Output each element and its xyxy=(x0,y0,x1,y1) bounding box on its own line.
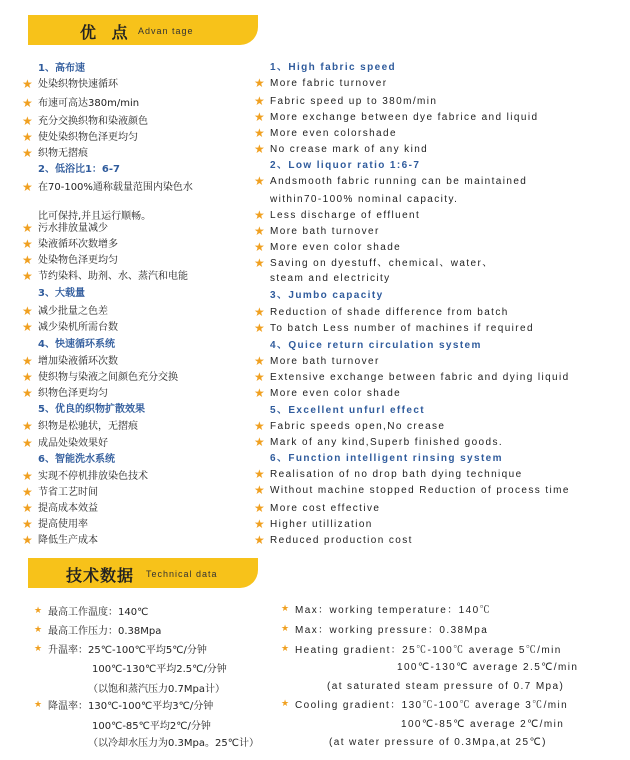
star-icon: ★ xyxy=(254,174,265,188)
star-icon: ★ xyxy=(34,700,43,710)
star-icon: ★ xyxy=(22,386,33,400)
list-item: 使织物与染液之间颜色充分交换 xyxy=(38,372,178,383)
list-item: Reduction of shade difference from batch xyxy=(270,307,509,318)
star-icon: ★ xyxy=(22,485,33,499)
star-icon: ★ xyxy=(22,253,33,267)
star-icon: ★ xyxy=(254,321,265,335)
list-item: 布速可高达380m/min xyxy=(38,98,140,109)
list-item: Mark of any kind,Superb finished goods. xyxy=(270,437,504,448)
star-icon: ★ xyxy=(281,604,290,614)
star-icon: ★ xyxy=(254,94,265,108)
list-item: 染液循环次数增多 xyxy=(38,239,118,250)
star-icon: ★ xyxy=(254,142,265,156)
list-item: 减少染机所需台数 xyxy=(38,322,118,333)
list-item: More exchange between dye fabrice and liquid xyxy=(270,112,539,123)
list-item: To batch Less number of machines if required xyxy=(270,323,534,334)
list-item: (at saturated steam pressure of 0.7 Mpa) xyxy=(327,681,565,692)
star-icon: ★ xyxy=(254,467,265,481)
star-icon: ★ xyxy=(22,221,33,235)
star-icon: ★ xyxy=(22,419,33,433)
list-item: Heating gradient：25℃-100℃ average 5℃/min xyxy=(295,645,562,656)
list-item: 降低生产成本 xyxy=(38,535,98,546)
list-item: 使处染织物色泽更均匀 xyxy=(38,132,138,143)
technical-banner xyxy=(28,558,258,588)
star-icon: ★ xyxy=(254,483,265,497)
star-icon: ★ xyxy=(281,644,290,654)
list-item: 减少批量之色差 xyxy=(38,306,108,317)
list-item: 节省工艺时间 xyxy=(38,487,98,498)
list-item: 100℃-130℃ average 2.5℃/min xyxy=(397,662,579,673)
list-item: More bath turnover xyxy=(270,226,380,237)
section-heading: 4、Quice return circulation system xyxy=(270,340,482,351)
star-icon: ★ xyxy=(22,533,33,547)
list-item: More even color shade xyxy=(270,388,402,399)
list-item: 100℃-130℃平均2.5℃/分钟 xyxy=(92,664,227,675)
star-icon: ★ xyxy=(22,114,33,128)
star-icon: ★ xyxy=(22,77,33,91)
star-icon: ★ xyxy=(254,110,265,124)
list-item: 织物色泽更均匀 xyxy=(38,388,108,399)
list-item: 提高成本效益 xyxy=(38,503,98,514)
list-item: 织物是松驰状，无摺痕 xyxy=(38,421,138,432)
list-item: 最高工作温度：140℃ xyxy=(48,607,149,618)
star-icon: ★ xyxy=(22,501,33,515)
list-item: Max：working pressure：0.38Mpa xyxy=(295,625,489,636)
list-item: More bath turnover xyxy=(270,356,380,367)
star-icon: ★ xyxy=(34,644,43,654)
section-heading: 6、智能洗水系统 xyxy=(38,454,115,465)
star-icon: ★ xyxy=(22,180,33,194)
star-icon: ★ xyxy=(22,354,33,368)
star-icon: ★ xyxy=(254,370,265,384)
star-icon: ★ xyxy=(254,305,265,319)
list-item: Max：working temperature：140℃ xyxy=(295,605,491,616)
star-icon: ★ xyxy=(254,501,265,515)
list-item: 处染织物快速循环 xyxy=(38,79,118,90)
list-item: 100℃-85℃平均2℃/分钟 xyxy=(92,721,211,732)
star-icon: ★ xyxy=(254,354,265,368)
list-item: 降温率：130℃-100℃平均3℃/分钟 xyxy=(48,701,214,712)
section-heading: 1、High fabric speed xyxy=(270,62,397,73)
star-icon: ★ xyxy=(254,517,265,531)
list-item: 充分交换织物和染液颜色 xyxy=(38,116,148,127)
list-item: Less discharge of effluent xyxy=(270,210,421,221)
list-item: 提高使用率 xyxy=(38,519,88,530)
list-item: Without machine stopped Reduction of process time xyxy=(270,485,570,496)
star-icon: ★ xyxy=(254,386,265,400)
star-icon: ★ xyxy=(254,533,265,547)
star-icon: ★ xyxy=(254,224,265,238)
section-heading: 2、Low liquor ratio 1:6-7 xyxy=(270,160,421,171)
list-item: 在70-100%通称载量范围内染色水 xyxy=(38,182,193,193)
star-icon: ★ xyxy=(22,130,33,144)
section-heading: 1、高布速 xyxy=(38,63,85,74)
star-icon: ★ xyxy=(254,240,265,254)
list-item: Cooling gradient：130℃-100℃ average 3℃/min xyxy=(295,700,569,711)
list-item: More even color shade xyxy=(270,242,402,253)
star-icon: ★ xyxy=(281,699,290,709)
list-item: 处染物色泽更均匀 xyxy=(38,255,118,266)
section-heading: 4、快速循环系统 xyxy=(38,339,115,350)
star-icon: ★ xyxy=(22,269,33,283)
star-icon: ★ xyxy=(22,320,33,334)
list-item: More fabric turnover xyxy=(270,78,388,89)
star-icon: ★ xyxy=(22,146,33,160)
list-item: 增加染液循环次数 xyxy=(38,356,118,367)
star-icon: ★ xyxy=(22,517,33,531)
star-icon: ★ xyxy=(34,606,43,616)
section-heading: 2、低浴比1：6-7 xyxy=(38,164,120,175)
list-item: 织物无摺痕 xyxy=(38,148,88,159)
list-item: （以冷却水压力为0.3Mpa。25℃计） xyxy=(88,738,259,749)
list-item: steam and electricity xyxy=(270,273,391,284)
list-item: More even colorshade xyxy=(270,128,397,139)
star-icon: ★ xyxy=(254,256,265,270)
list-item: within70-100% nominal capacity. xyxy=(270,194,459,205)
section-heading: 6、Function intelligent rinsing system xyxy=(270,453,503,464)
list-item: Realisation of no drop bath dying technique xyxy=(270,469,523,480)
advantages-banner xyxy=(28,15,258,45)
list-item: 最高工作压力：0.38Mpa xyxy=(48,626,162,637)
list-item: Fabric speed up to 380m/min xyxy=(270,96,438,107)
star-icon: ★ xyxy=(254,419,265,433)
star-icon: ★ xyxy=(254,435,265,449)
section-heading: 3、大载量 xyxy=(38,288,85,299)
technical-title-cn: 技术数据 xyxy=(66,566,135,585)
list-item: Higher utillization xyxy=(270,519,373,530)
list-item: (at water pressure of 0.3Mpa,at 25℃) xyxy=(329,737,547,748)
star-icon: ★ xyxy=(281,624,290,634)
list-item: Fabric speeds open,No crease xyxy=(270,421,446,432)
list-item: 节约染料、助剂、水、蒸汽和电能 xyxy=(38,271,188,282)
star-icon: ★ xyxy=(34,625,43,635)
list-item: More cost effective xyxy=(270,503,381,514)
star-icon: ★ xyxy=(254,126,265,140)
list-item: Extensive exchange between fabric and dying liquid xyxy=(270,372,570,383)
list-item: No crease mark of any kind xyxy=(270,144,429,155)
section-heading: 5、Excellent unfurl effect xyxy=(270,405,426,416)
star-icon: ★ xyxy=(22,436,33,450)
advantages-title-en: Advan tage xyxy=(138,26,194,36)
advantages-title-cn: 优 点 xyxy=(80,23,133,42)
list-item: 比可保持,并且运行顺畅。 xyxy=(38,211,152,222)
star-icon: ★ xyxy=(254,76,265,90)
technical-title-en: Technical data xyxy=(146,569,218,579)
list-item: Saving on dyestuff、chemical、water、 xyxy=(270,258,494,269)
star-icon: ★ xyxy=(22,96,33,110)
list-item: 成品处染效果好 xyxy=(38,438,108,449)
list-item: Andsmooth fabric running can be maintained xyxy=(270,176,528,187)
star-icon: ★ xyxy=(22,469,33,483)
list-item: （以饱和蒸汽压力0.7Mpa计） xyxy=(88,684,226,695)
list-item: 100℃-85℃ average 2℃/min xyxy=(401,719,565,730)
list-item: 实现不停机排放染色技术 xyxy=(38,471,148,482)
list-item: 升温率：25℃-100℃平均5℃/分钟 xyxy=(48,645,207,656)
star-icon: ★ xyxy=(254,208,265,222)
list-item: Reduced production cost xyxy=(270,535,413,546)
star-icon: ★ xyxy=(22,370,33,384)
star-icon: ★ xyxy=(22,304,33,318)
section-heading: 3、Jumbo capacity xyxy=(270,290,384,301)
list-item: 污水排放量减少 xyxy=(38,223,108,234)
section-heading: 5、优良的织物扩散效果 xyxy=(38,404,145,415)
star-icon: ★ xyxy=(22,237,33,251)
